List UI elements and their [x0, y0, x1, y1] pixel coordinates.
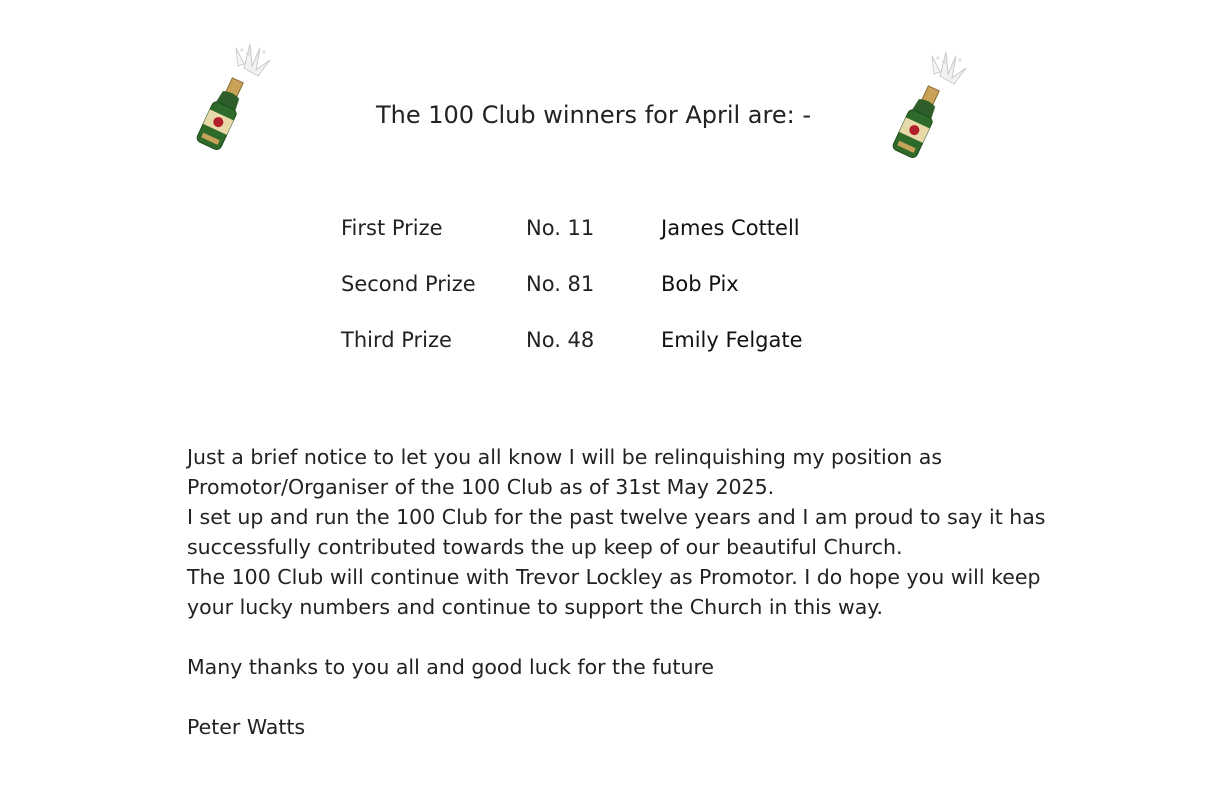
prize-number: No. 11	[526, 216, 595, 240]
prize-number: No. 48	[526, 328, 595, 352]
page-title: The 100 Club winners for April are: -	[376, 101, 811, 129]
champagne-spray	[932, 52, 966, 84]
signature: Peter Watts	[187, 715, 306, 739]
notice-line: The 100 Club will continue with Trevor Lockley as Promotor. I do hope you will keep	[187, 565, 1041, 589]
notice-body	[187, 442, 1047, 742]
prize-number: No. 81	[526, 272, 595, 296]
prize-winner: Emily Felgate	[661, 328, 803, 352]
paragraph-gap	[187, 622, 1047, 652]
prize-name: First Prize	[341, 216, 443, 240]
prize-name: Second Prize	[341, 272, 476, 296]
notice-line: I set up and run the 100 Club for the past twelve years and I am proud to say it has	[187, 505, 1046, 529]
prize-winner: James Cottell	[661, 216, 800, 240]
champagne-spray	[236, 44, 270, 76]
thanks-line: Many thanks to you all and good luck for the future	[187, 655, 715, 679]
notice-line: your lucky numbers and continue to support the Church in this way.	[187, 595, 884, 619]
notice-line: Promotor/Organiser of the 100 Club as of 31st May 2025.	[187, 475, 775, 499]
notice-line: Just a brief notice to let you all know I will be relinquishing my position as	[187, 445, 943, 469]
paragraph-gap	[187, 682, 1047, 712]
prize-winner: Bob Pix	[661, 272, 739, 296]
prize-name: Third Prize	[341, 328, 452, 352]
champagne-bottle-icon	[882, 46, 972, 166]
notice-line: successfully contributed towards the up keep of our beautiful Church.	[187, 535, 903, 559]
champagne-bottle-icon	[186, 38, 276, 158]
